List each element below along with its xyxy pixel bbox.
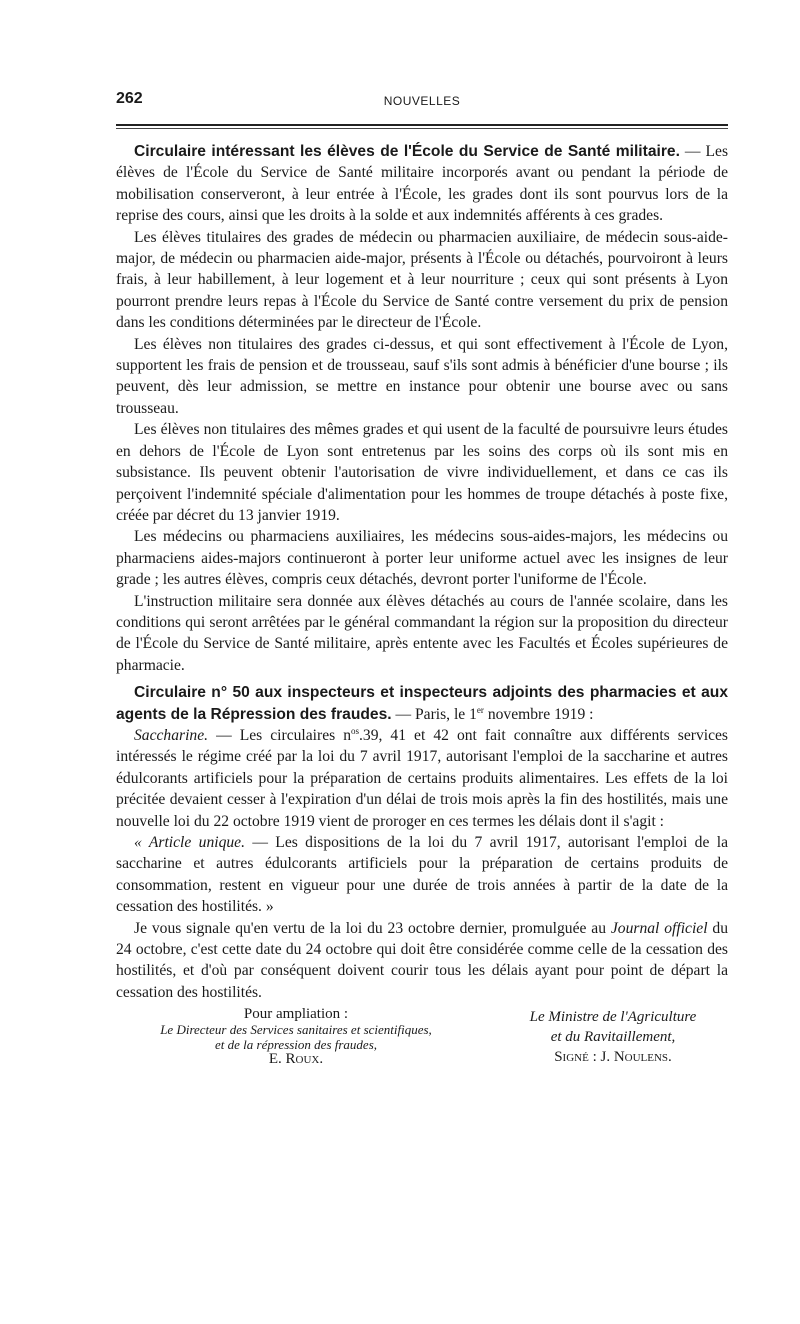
circular-2-paragraph-1: Saccharine. — Les circulaires $n^{os}.39$, 41 et 42 ont fait connaître aux différents services intéressés le régime créé par la loi du 7 avril 1917, autorisant l'emploi de la saccharine et autres édulcorants artificiels pour la préparation de certains produits alimentaires. Les effets de la loi précitée devaient cesser à l'expiration d'un délai de trois mois après la fin des hostilités, mais une nouvelle loi du 22 octobre 1919 vient de proroger en ces termes les délais dont il s'agit : [116, 725, 728, 830]
journal-officiel: Journal officiel [610, 919, 708, 937]
article-label: « Article unique. [134, 834, 245, 851]
circular-1-paragraph-4: Les élèves non titulaires des mêmes grades et qui usent de la faculté de poursuivre leurs études en dehors de l'École de Lyon sont entretenus par les soins des corps où ils sont mis en subsistance. Ils peuvent obtenir l'autorisation de vivre individuellement, et dans ce cas ils perçoivent l'indemnité spéciale d'alimentation pour les hommes de troupe détachés à poste fixe, créée par décret du 13 janvier 1919. [116, 421, 728, 524]
circular-50-fraud-repression [116, 682, 728, 1003]
circular-1-first-paragraph: Circulaire intéressant les élèves de l'École du Service de Santé militaire. — Les élèves de l'École du Service de Santé militaire incorporés avant ou pendant la période de mobilisation conserveront, à leur entrée à l'École, les grades dont ils sont pourvus lors de la reprise des cours, ainsi que les droits à la solde et aux indemnités afférents à ces grades. [116, 143, 729, 225]
circular-1-paragraph-6: L'instruction militaire sera donnée aux élèves détachés au cours de l'année scolaire, dans les conditions qui seront arrêtées par le général commandant la région sur la proposition du directeur de l'École du Service de Santé militaire, après entente avec les Facultés et Écoles supérieures de pharmacie. [116, 592, 728, 674]
saccharine-label: Saccharine. [134, 726, 209, 744]
header-rule [116, 124, 728, 126]
signatory-noulens: Signé : J. Noulens. [554, 1049, 672, 1066]
circular-2-heading: Circulaire n° 50 aux inspecteurs et inspecteurs adjoints des pharmacies et aux agents de la Répression des fraudes. — Paris, le 1er novembre 1919 : [116, 684, 728, 723]
running-title: NOUVELLES [383, 94, 461, 108]
page-number: 262 [116, 90, 143, 107]
circular-school-health-service [116, 141, 728, 676]
circular-1-title: Circulaire intéressant les élèves de l'École du Service de Santé militaire. [134, 143, 680, 160]
circular-1-paragraph-3: Les élèves non titulaires des grades ci-dessus, et qui sont effectivement à l'École de Lyon, supportent les frais de pension et de trousseau, sauf s'ils sont admis à bénéficier d'une bourse ; ils peuvent, dès leur admission, se mettre en instance pour obtenir une bourse avec ou sans trousseau. [116, 335, 728, 417]
circular-1-paragraph-2: Les élèves titulaires des grades de médecin ou pharmacien auxiliaire, de médecin sous-aide-major, de médecin ou pharmacien aide-major, présents à l'École ou détachés, pourvoiront à leurs frais, à leur habillement, à leur logement et à leur nourriture ; ceux qui sont présents à Lyon pourront prendre leurs repas à l'École du Service de Santé contre versement du prix de pension dans les conditions déterminées par le directeur de l'École. [116, 228, 728, 332]
signature-left: Pour ampliation : Le Directeur des Services sanitaires et scientifiques, et de la répression des fraudes, E. Roux. [116, 1007, 476, 1067]
signature-block [116, 1007, 728, 1067]
circular-2-title: Circulaire n° 50 aux inspecteurs et inspecteurs adjoints des pharmacies et aux agents de la Répression des fraudes. [116, 684, 728, 723]
header-rule-thin [116, 128, 728, 129]
signature-right: Le Ministre de l'Agriculture et du Ravitaillement, Signé : J. Noulens. [498, 1007, 728, 1067]
page-header [116, 88, 728, 114]
signatory-roux: E. Roux. [268, 1051, 324, 1068]
circular-2-paragraph-3: Je vous signale qu'en vertu de la loi du 23 octobre dernier, promulguée au Journal officiel du 24 octobre, c'est cette date du 24 octobre qui doit être considérée comme celle de la cessation des hostilités, et d'où par conséquent doivent courir tous les délais ayant pour point de départ la cessation des hostilités. [116, 919, 729, 1001]
document-page [116, 88, 728, 1067]
circular-2-quoted-article: « Article unique. — Les dispositions de la loi du 7 avril 1917, autorisant l'emploi de la saccharine et autres édulcorants artificiels pour la préparation de certains produits de consommation, restent en vigueur pour une durée de trois années à partir de la date de la cessation des hostilités. » [116, 834, 728, 916]
circular-1-paragraph-5: Les médecins ou pharmaciens auxiliaires, les médecins sous-aides-majors, les médecins ou pharmaciens aides-majors continueront à porter leur uniforme actuel avec les insignes de leur grade ; les autres élèves, compris ceux détachés, devront porter l'uniforme de l'École. [116, 528, 728, 589]
